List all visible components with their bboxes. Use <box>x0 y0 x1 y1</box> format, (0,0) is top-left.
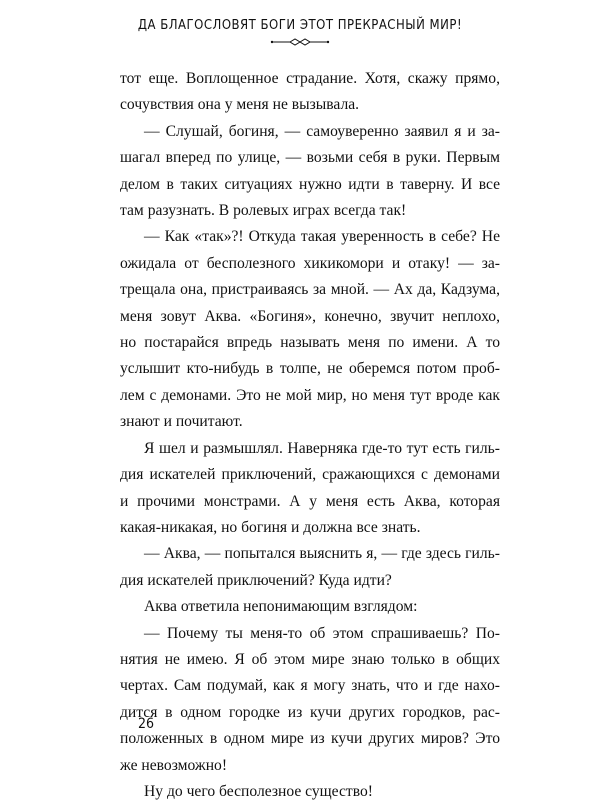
page-number: 26 <box>138 716 155 732</box>
text-line: меня зовут Аква. «Богиня», конечно, звучит неплохо, <box>120 307 500 325</box>
text-line: дия искателей приключений? Куда идти? <box>120 571 392 589</box>
text-line: дия искателей приключений, сражающихся с демонами <box>120 466 500 484</box>
text-line: лем с демонами. Это не мой мир, но меня тут вроде как <box>120 386 500 404</box>
text-line: же невозможно! <box>120 756 228 774</box>
text-line: знают и почитают. <box>120 413 243 431</box>
text-line: — Слушай, богиня, — самоуверенно заявил я и за- <box>144 122 500 140</box>
text-line: какая-никакая, но богиня и должна все знать. <box>120 518 421 536</box>
header-ornament <box>270 37 330 47</box>
text-line: дится в одном городке из кучи других городков, рас- <box>120 703 500 721</box>
text-line: услышит кто-нибудь в толпе, не оберемся потом проб- <box>120 360 500 378</box>
text-line: Я шел и размышлял. Наверняка где-то тут есть гиль- <box>144 439 500 457</box>
text-line: там разузнать. В ролевых играх всегда так! <box>120 202 407 220</box>
text-line: положенных в одном мире из кучи других миров? Это <box>120 730 500 748</box>
text-line: чертах. Сам подумай, как я могу знать, что и где нахо- <box>120 677 500 695</box>
text-line: сочувствия она у меня не вызывала. <box>120 96 360 114</box>
running-header: ДА БЛАГОСЛОВЯТ БОГИ ЭТОТ ПРЕКРАСНЫЙ МИР! <box>137 18 463 33</box>
text-line: — Почему ты меня-то об этом спрашиваешь? По- <box>144 624 500 642</box>
text-line: но постарайся впредь называть меня по имени. А то <box>120 334 500 352</box>
body-text <box>120 66 500 805</box>
text-line: тот еще. Воплощенное страдание. Хотя, скажу прямо, <box>120 70 500 87</box>
text-line: трещала она, пристраиваясь за мной. — Ах да, Кадзума, <box>120 281 500 299</box>
text-line: и прочими монстрами. А у меня есть Аква, которая <box>120 492 500 510</box>
text-line: ожидала от бесполезного хикикомори и отаку! — за- <box>120 254 500 272</box>
text-line: — Аква, — попытался выяснить я, — где здесь гиль- <box>144 545 500 563</box>
text-line: шагал вперед по улице, — возьми себя в руки. Первым <box>120 149 500 167</box>
text-line: — Как «так»?! Откуда такая уверенность в себе? Не <box>144 228 500 246</box>
text-line: Аква ответила непонимающим взглядом: <box>144 598 418 616</box>
text-line: Ну до чего бесполезное существо! <box>144 782 373 800</box>
text-line: нятия не имею. Я об этом мире знаю только в общих <box>120 650 500 668</box>
text-line: делом в таких ситуациях нужно идти в таверну. И все <box>120 175 500 193</box>
